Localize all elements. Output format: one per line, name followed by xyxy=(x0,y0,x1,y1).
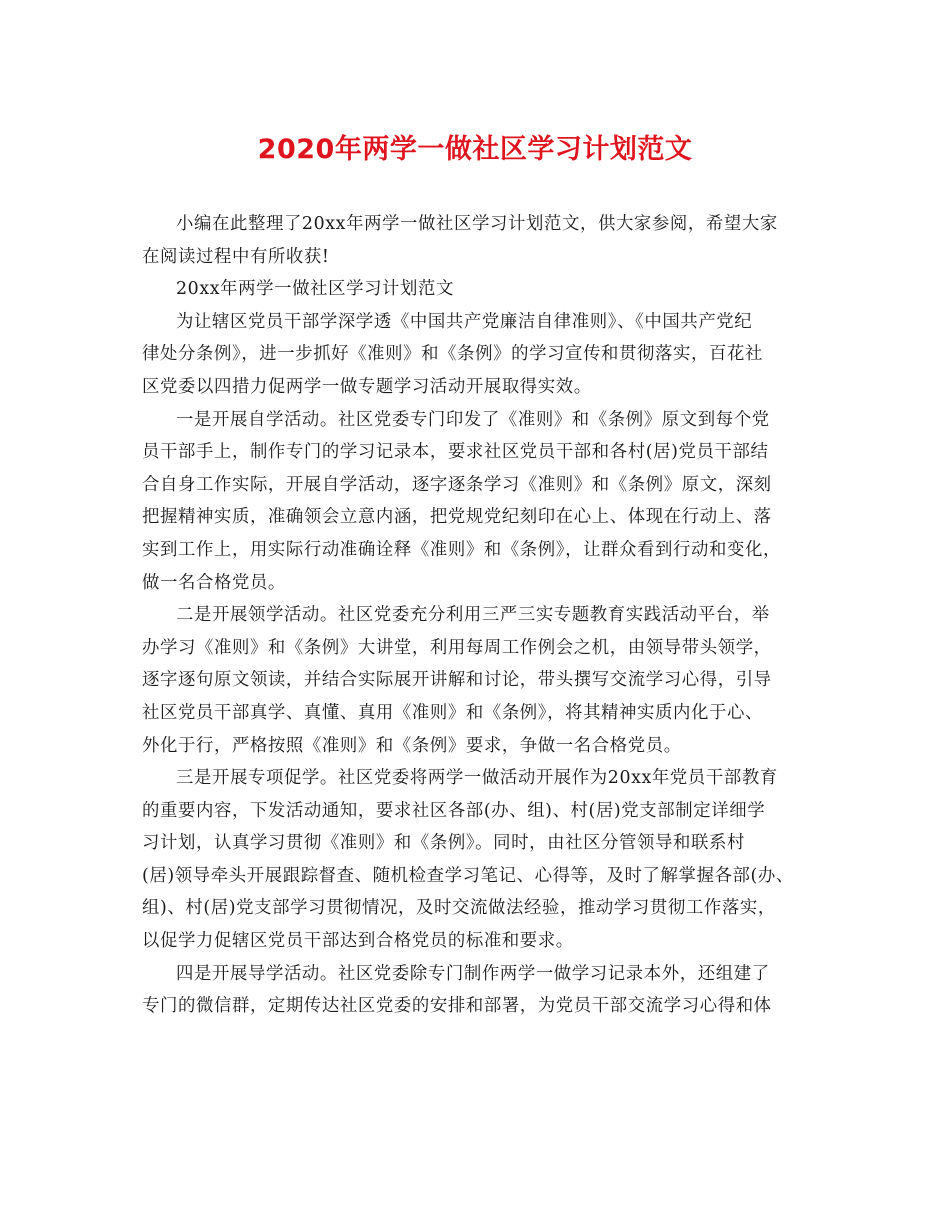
text-line: 实到工作上，用实际行动准确诠释《准则》和《条例》，让群众看到行动和变化， xyxy=(142,539,781,560)
text-line: 的重要内容，下发活动通知，要求社区各部(办、组)、村(居)党支部制定详细学 xyxy=(142,800,766,821)
text-line: 以促学力促辖区党员干部达到合格党员的标准和要求。 xyxy=(142,931,574,952)
text-line: 办学习《准则》和《条例》大讲堂，利用每周工作例会之机，由领导带头领学， xyxy=(142,637,772,658)
text-line: 外化于行，严格按照《准则》和《条例》要求，争做一名合格党员。 xyxy=(142,735,682,756)
text-line: 组)、村(居)党支部学习贯彻情况，及时交流做法经验，推动学习贯彻工作落实， xyxy=(142,898,776,919)
text-line: 区党委以四措力促两学一做专题学习活动开展取得实效。 xyxy=(142,376,592,397)
text-line: 社区党员干部真学、真懂、真用《准则》和《条例》，将其精神实质内化于心、 xyxy=(142,702,763,723)
text-line: 逐字逐句原文领读，并结合实际展开讲解和讨论，带头撰写交流学习心得，引导 xyxy=(142,670,772,691)
document-title: 2020年两学一做社区学习计划范文 xyxy=(257,134,693,165)
text-line: 把握精神实质，准确领会立意内涵，把党规党纪刻印在心上、体现在行动上、落 xyxy=(142,507,772,528)
text-line: 20xx年两学一做社区学习计划范文 xyxy=(176,279,455,300)
text-line: 为让辖区党员干部学深学透《中国共产党廉洁自律准则》、《中国共产党纪 xyxy=(176,311,753,332)
text-line: (居)领导牵头开展跟踪督查、随机检查学习笔记、心得等，及时了解掌握各部(办、 xyxy=(142,865,794,886)
text-line: 一是开展自学活动。社区党委专门印发了《准则》和《条例》原文到每个党 xyxy=(176,409,770,430)
text-line: 专门的微信群，定期传达社区党委的安排和部署，为党员干部交流学习心得和体 xyxy=(142,996,772,1017)
text-line: 习计划，认真学习贯彻《准则》和《条例》。同时，由社区分管领导和联系村 xyxy=(142,833,745,854)
text-line: 三是开展专项促学。社区党委将两学一做活动开展作为20xx年党员干部教育 xyxy=(176,768,778,789)
text-line: 小编在此整理了20xx年两学一做社区学习计划范文，供大家参阅，希望大家 xyxy=(176,214,778,234)
text-line: 二是开展领学活动。社区党委充分利用三严三实专题教育实践活动平台，举 xyxy=(176,605,770,626)
text-line: 做一名合格党员。 xyxy=(142,572,286,593)
text-line: 在阅读过程中有所收获! xyxy=(142,246,330,267)
text-line: 合自身工作实际，开展自学活动，逐字逐条学习《准则》和《条例》原文，深刻 xyxy=(142,474,772,495)
text-line: 员干部手上，制作专门的学习记录本，要求社区党员干部和各村(居)党员干部结 xyxy=(142,442,769,463)
text-line: 四是开展导学活动。社区党委除专门制作两学一做学习记录本外，还组建了 xyxy=(176,963,770,984)
text-line: 律处分条例》，进一步抓好《准则》和《条例》的学习宣传和贯彻落实，百花社 xyxy=(142,344,763,365)
document-body xyxy=(142,208,810,1023)
